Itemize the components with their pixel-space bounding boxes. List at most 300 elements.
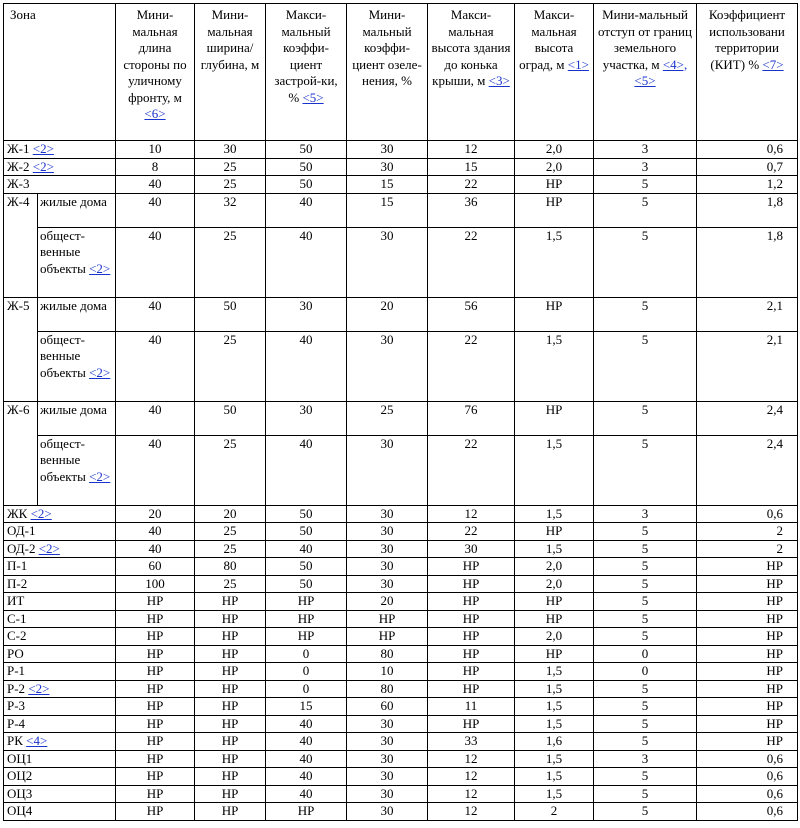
table-cell: 1,2 [697, 176, 798, 194]
table-cell: 40 [116, 435, 195, 505]
table-cell: 22 [428, 331, 515, 401]
table-cell: 1,5 [515, 663, 594, 681]
table-cell: 1,5 [515, 750, 594, 768]
table-cell: 25 [195, 158, 266, 176]
table-cell: 5 [594, 297, 697, 331]
table-cell: НР [697, 628, 798, 646]
table-cell: 5 [594, 610, 697, 628]
table-cell: 1,5 [515, 227, 594, 297]
table-cell: НР [428, 593, 515, 611]
table-cell: 40 [266, 750, 347, 768]
zone-label: РК [7, 733, 23, 748]
table-cell: НР [428, 645, 515, 663]
table-cell: 0 [594, 645, 697, 663]
subzone-label: жилые дома [40, 401, 107, 417]
table-cell: 30 [266, 297, 347, 331]
subzone-label: жилые дома [40, 193, 107, 209]
table-cell: НР [195, 803, 266, 821]
table-cell: НР [195, 680, 266, 698]
table-cell: 30 [347, 803, 428, 821]
table-cell: 25 [195, 435, 266, 505]
zone-label: Ж-4 [7, 193, 30, 209]
column-header [428, 4, 515, 141]
table-cell: 50 [266, 176, 347, 194]
table-cell: 30 [347, 768, 428, 786]
table-row [4, 768, 798, 786]
table-cell: 25 [195, 331, 266, 401]
table-cell: 76 [428, 401, 515, 435]
table-cell: 50 [195, 297, 266, 331]
table-cell: 3 [594, 750, 697, 768]
table-cell: НР [195, 645, 266, 663]
zone-cell [4, 750, 116, 768]
table-cell: 40 [266, 768, 347, 786]
footnote-link[interactable]: <3> [488, 73, 510, 88]
table-cell: НР [116, 663, 195, 681]
table-row [4, 176, 798, 194]
table-cell: 5 [594, 193, 697, 227]
zone-cell [4, 593, 116, 611]
subzone-label: общест-венные объекты [40, 227, 86, 276]
table-cell: 40 [266, 540, 347, 558]
table-cell: НР [697, 575, 798, 593]
footnote-link[interactable]: <2> [38, 540, 60, 556]
table-cell: 12 [428, 803, 515, 821]
zone-cell [4, 141, 116, 159]
table-cell: НР [697, 715, 798, 733]
footnote-link[interactable]: <7> [762, 56, 784, 72]
table-cell: 25 [195, 523, 266, 541]
table-cell: 5 [594, 435, 697, 505]
subzone-cell [38, 297, 116, 331]
table-cell: 40 [266, 715, 347, 733]
table-cell: НР [515, 193, 594, 227]
table-cell: 30 [347, 141, 428, 159]
table-cell: 2,0 [515, 575, 594, 593]
table-cell: 50 [266, 141, 347, 159]
table-cell: 30 [347, 575, 428, 593]
table-cell: 30 [347, 558, 428, 576]
table-cell: 40 [116, 401, 195, 435]
table-cell: 80 [347, 680, 428, 698]
column-header [116, 4, 195, 141]
table-cell: 12 [428, 768, 515, 786]
table-row [4, 331, 798, 401]
table-cell: 60 [116, 558, 195, 576]
zone-label: Р-2 [7, 680, 26, 696]
table-cell: 80 [347, 645, 428, 663]
table-cell: 12 [428, 505, 515, 523]
table-row [4, 435, 798, 505]
table-cell: 5 [594, 523, 697, 541]
table-cell: 33 [428, 733, 515, 751]
table-cell: НР [266, 593, 347, 611]
zone-cell [4, 505, 116, 523]
footnote-link[interactable]: <2> [89, 364, 111, 380]
table-row [4, 193, 798, 227]
table-cell: НР [195, 593, 266, 611]
table-cell: НР [116, 768, 195, 786]
zone-cell [4, 768, 116, 786]
table-cell: 40 [116, 227, 195, 297]
zone-label: С-1 [7, 610, 27, 626]
table-cell: НР [697, 733, 798, 751]
table-row [4, 523, 798, 541]
table-cell: НР [515, 610, 594, 628]
zone-cell [4, 401, 38, 505]
column-header-text: Мини-мальная ширина/глубина, м [200, 7, 260, 72]
table-row [4, 141, 798, 159]
table-cell: 22 [428, 176, 515, 194]
zone-cell [4, 523, 116, 541]
table-cell: 2 [515, 803, 594, 821]
table-cell: 12 [428, 141, 515, 159]
zone-label: ИТ [7, 593, 25, 608]
table-cell: НР [428, 610, 515, 628]
table-cell: НР [697, 698, 798, 716]
table-cell: 30 [347, 785, 428, 803]
table-cell: 0 [266, 680, 347, 698]
table-row [4, 610, 798, 628]
subzone-label: жилые дома [40, 297, 107, 313]
column-header [4, 4, 116, 141]
table-row [4, 733, 798, 751]
table-cell: 22 [428, 227, 515, 297]
zone-label: ОД-1 [7, 523, 36, 538]
table-cell: 25 [195, 540, 266, 558]
column-header-text: Мини-мальная длина стороны по уличному фронту, м [123, 7, 187, 105]
table-cell: НР [116, 803, 195, 821]
table-row [4, 715, 798, 733]
table-cell: 20 [195, 505, 266, 523]
table-cell: 30 [428, 540, 515, 558]
table-cell: 5 [594, 733, 697, 751]
table-cell: 15 [266, 698, 347, 716]
table-cell: НР [697, 663, 798, 681]
table-cell: 0,6 [697, 750, 798, 768]
table-cell: 1,5 [515, 331, 594, 401]
zone-label: Р-4 [7, 715, 26, 731]
table-cell: 1,5 [515, 505, 594, 523]
table-row [4, 698, 798, 716]
table-cell: НР [515, 593, 594, 611]
zone-label: Р-3 [7, 698, 26, 713]
zone-label: Р-1 [7, 663, 26, 678]
table-cell: 0 [594, 663, 697, 681]
table-cell: НР [116, 610, 195, 628]
table-cell: 30 [347, 158, 428, 176]
table-cell: НР [116, 645, 195, 663]
table-cell: НР [428, 680, 515, 698]
table-cell: НР [116, 628, 195, 646]
table-cell: 2,0 [515, 558, 594, 576]
table-cell: 30 [347, 715, 428, 733]
table-cell: НР [116, 750, 195, 768]
column-header-text: Макси-мальная высота оград, м [519, 7, 577, 72]
table-cell: НР [266, 803, 347, 821]
table-cell: 15 [347, 193, 428, 227]
table-cell: 12 [428, 785, 515, 803]
zone-label: Ж-1 [7, 141, 30, 156]
table-cell: 100 [116, 575, 195, 593]
table-row [4, 663, 798, 681]
column-header [266, 4, 347, 141]
table-cell: 30 [347, 523, 428, 541]
zoning-parameters-table [3, 3, 798, 821]
table-cell: 22 [428, 523, 515, 541]
table-cell: 60 [347, 698, 428, 716]
table-row [4, 645, 798, 663]
table-cell: 56 [428, 297, 515, 331]
table-cell: 30 [347, 505, 428, 523]
table-row [4, 158, 798, 176]
zone-label: ЖК [7, 505, 28, 521]
table-cell: 1,6 [515, 733, 594, 751]
table-cell: 50 [195, 401, 266, 435]
table-cell: НР [195, 733, 266, 751]
table-row [4, 785, 798, 803]
column-header [697, 4, 798, 141]
zone-cell [4, 785, 116, 803]
footnote-link[interactable]: <1> [567, 56, 589, 72]
table-cell: НР [195, 698, 266, 716]
table-header [4, 4, 798, 141]
table-cell: 30 [347, 540, 428, 558]
subzone-cell [38, 331, 116, 401]
table-row [4, 750, 798, 768]
footnote-link[interactable]: <2> [32, 158, 54, 174]
column-header-text: Мини-мальный отступ от границ земельного участка, м [598, 7, 692, 72]
table-cell: НР [428, 628, 515, 646]
zone-label: ОЦ3 [7, 785, 33, 801]
zone-label: Ж-5 [7, 297, 30, 313]
subzone-cell [38, 227, 116, 297]
table-cell: 11 [428, 698, 515, 716]
table-cell: 30 [347, 435, 428, 505]
table-cell: 15 [347, 176, 428, 194]
table-cell: 5 [594, 715, 697, 733]
table-cell: НР [195, 768, 266, 786]
table-cell: 5 [594, 331, 697, 401]
table-cell: 22 [428, 435, 515, 505]
footnote-link[interactable]: <2> [89, 260, 111, 276]
column-header-text: Макси-мальная высота здания до конька крыши, м [431, 7, 511, 88]
table-cell: 40 [266, 733, 347, 751]
table-cell: 5 [594, 401, 697, 435]
table-cell: 1,5 [515, 435, 594, 505]
table-cell: 10 [347, 663, 428, 681]
table-cell: 2,0 [515, 628, 594, 646]
zone-label: ОЦ1 [7, 750, 33, 766]
table-cell: НР [116, 785, 195, 803]
table-cell: НР [428, 715, 515, 733]
table-cell: 5 [594, 628, 697, 646]
table-cell: 0,6 [697, 803, 798, 821]
table-row [4, 227, 798, 297]
table-cell: 1,5 [515, 698, 594, 716]
zone-label: С-2 [7, 628, 27, 643]
table-cell: 40 [116, 297, 195, 331]
table-cell: 1,5 [515, 715, 594, 733]
table-cell: НР [266, 610, 347, 628]
table-row [4, 297, 798, 331]
table-cell: 2,4 [697, 435, 798, 505]
subzone-cell [38, 193, 116, 227]
table-cell: 1,8 [697, 227, 798, 297]
zone-cell [4, 698, 116, 716]
table-cell: НР [515, 297, 594, 331]
table-cell: 30 [347, 733, 428, 751]
table-cell: 50 [266, 575, 347, 593]
table-cell: 5 [594, 176, 697, 194]
table-row [4, 558, 798, 576]
zone-label: П-2 [7, 575, 28, 591]
table-cell: 80 [195, 558, 266, 576]
table-cell: 30 [347, 227, 428, 297]
table-cell: 5 [594, 698, 697, 716]
table-cell: 1,5 [515, 785, 594, 803]
table-cell: 50 [266, 505, 347, 523]
footnote-link[interactable]: <2> [28, 680, 50, 696]
zone-label: Ж-2 [7, 158, 30, 174]
table-cell: 5 [594, 803, 697, 821]
table-cell: 10 [116, 141, 195, 159]
table-cell: НР [515, 176, 594, 194]
table-row [4, 593, 798, 611]
footnote-link[interactable]: <6> [144, 106, 166, 121]
table-cell: 8 [116, 158, 195, 176]
table-cell: 20 [347, 297, 428, 331]
table-row [4, 628, 798, 646]
zone-cell [4, 297, 38, 401]
table-cell: 3 [594, 141, 697, 159]
table-cell: 50 [266, 158, 347, 176]
footnote-link[interactable]: <2> [30, 505, 52, 521]
column-header [195, 4, 266, 141]
table-cell: 30 [266, 401, 347, 435]
table-cell: 2,0 [515, 158, 594, 176]
table-cell: 15 [428, 158, 515, 176]
table-cell: 2,0 [515, 141, 594, 159]
table-cell: 1,5 [515, 768, 594, 786]
table-cell: 1,5 [515, 540, 594, 558]
table-cell: 40 [116, 176, 195, 194]
zone-cell [4, 575, 116, 593]
table-row [4, 540, 798, 558]
zone-label: ОД-2 [7, 540, 36, 556]
zone-cell [4, 680, 116, 698]
table-cell: 40 [266, 193, 347, 227]
table-cell: НР [697, 593, 798, 611]
footnote-link[interactable]: <2> [89, 468, 111, 484]
table-cell: 0,6 [697, 141, 798, 159]
table-cell: НР [428, 575, 515, 593]
zone-label: ОЦ2 [7, 768, 33, 783]
table-cell: 30 [347, 331, 428, 401]
table-cell: 30 [195, 141, 266, 159]
zone-cell [4, 715, 116, 733]
table-cell: 40 [266, 227, 347, 297]
zone-cell [4, 645, 116, 663]
table-cell: НР [515, 401, 594, 435]
table-cell: 50 [266, 558, 347, 576]
zone-cell [4, 193, 38, 297]
zone-cell [4, 733, 116, 751]
zone-cell [4, 176, 116, 194]
table-cell: 40 [116, 523, 195, 541]
table-cell: 5 [594, 593, 697, 611]
table-cell: 0,6 [697, 768, 798, 786]
zone-cell [4, 610, 116, 628]
table-cell: 1,5 [515, 680, 594, 698]
zone-label: Ж-6 [7, 401, 30, 417]
table-cell: 12 [428, 750, 515, 768]
table-cell: 1,8 [697, 193, 798, 227]
zone-cell [4, 663, 116, 681]
table-row [4, 401, 798, 435]
table-cell: 36 [428, 193, 515, 227]
table-cell: 5 [594, 540, 697, 558]
table-cell: 0 [266, 663, 347, 681]
table-cell: 20 [116, 505, 195, 523]
table-cell: 30 [347, 750, 428, 768]
table-cell: НР [428, 558, 515, 576]
footnote-link[interactable]: <5> [302, 89, 324, 105]
zone-label: ОЦ4 [7, 803, 33, 818]
column-header [347, 4, 428, 141]
zone-label: Ж-3 [7, 176, 30, 191]
table-row [4, 803, 798, 821]
table-cell: НР [697, 610, 798, 628]
subzone-cell [38, 401, 116, 435]
table-cell: 40 [116, 540, 195, 558]
table-cell: НР [195, 663, 266, 681]
zone-cell [4, 803, 116, 821]
table-cell: 5 [594, 575, 697, 593]
zone-label: РО [7, 645, 24, 661]
column-header-text: Зона [10, 7, 36, 22]
table-cell: НР [428, 663, 515, 681]
table-cell: 40 [266, 435, 347, 505]
zone-cell [4, 158, 116, 176]
table-cell: НР [697, 645, 798, 663]
table-cell: НР [347, 610, 428, 628]
table-cell: 0 [266, 645, 347, 663]
footnote-link[interactable]: <4> [26, 733, 48, 748]
table-cell: НР [195, 715, 266, 733]
table-cell: 50 [266, 523, 347, 541]
table-cell: 2,1 [697, 331, 798, 401]
table-cell: 40 [266, 331, 347, 401]
table-cell: 25 [195, 227, 266, 297]
table-cell: 5 [594, 768, 697, 786]
table-cell: 0,6 [697, 785, 798, 803]
column-header [594, 4, 697, 141]
zone-cell [4, 558, 116, 576]
table-cell: НР [116, 733, 195, 751]
table-body [4, 141, 798, 821]
footnote-link[interactable]: <2> [32, 141, 54, 156]
table-cell: НР [347, 628, 428, 646]
subzone-cell [38, 435, 116, 505]
footnote-link[interactable]: <4>, <5> [634, 56, 688, 88]
table-cell: НР [515, 523, 594, 541]
table-cell: 25 [195, 176, 266, 194]
table-cell: НР [266, 628, 347, 646]
table-cell: НР [195, 628, 266, 646]
zone-label: П-1 [7, 558, 28, 573]
table-cell: 25 [347, 401, 428, 435]
